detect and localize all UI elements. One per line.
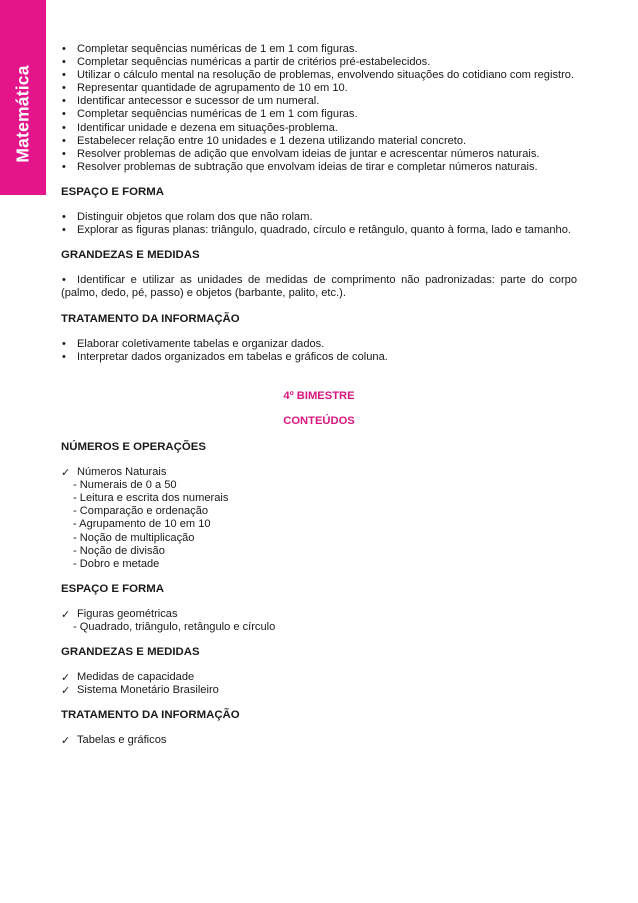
list-item: • Resolver problemas de adição que envolvam ideias de juntar e acrescentar números naturais.: [61, 148, 577, 161]
checklist-item: ✓ Números Naturais: [61, 466, 577, 479]
list-item: - Agrupamento de 10 em 10: [73, 518, 211, 531]
list-item: • Elaborar coletivamente tabelas e organizar dados.: [61, 338, 577, 351]
list-item: • Resolver problemas de subtração que envolvam ideias de tirar e completar números naturais.: [61, 161, 577, 174]
list-item: - Dobro e metade: [73, 557, 160, 570]
list-item: • Identificar e utilizar as unidades de medidas de comprimento não padronizadas: parte do corpo (palmo, dedo, pé, passo) e objetos (barbante, palito, etc.).: [61, 274, 577, 300]
subject-label: Matemática: [12, 65, 33, 163]
section-heading-espaco-forma-2: ESPAÇO E FORMA: [61, 582, 164, 595]
section-heading-tratamento: TRATAMENTO DA INFORMAÇÃO: [61, 312, 240, 325]
list-item: • Representar quantidade de agrupamento de 10 em 10.: [61, 82, 577, 95]
list-item: • Identificar antecessor e sucessor de um numeral.: [61, 95, 577, 108]
checklist-item: ✓ Sistema Monetário Brasileiro: [61, 684, 577, 697]
checklist-item: ✓ Tabelas e gráficos: [61, 734, 577, 747]
section-heading-espaco-forma: ESPAÇO E FORMA: [61, 185, 164, 198]
list-item: • Completar sequências numéricas de 1 em 1 com figuras.: [61, 108, 577, 121]
section-heading-grandezas: GRANDEZAS E MEDIDAS: [61, 249, 200, 262]
list-item: • Interpretar dados organizados em tabelas e gráficos de coluna.: [61, 351, 577, 364]
list-item: - Noção de divisão: [73, 544, 165, 557]
list-item: - Numerais de 0 a 50: [73, 479, 177, 492]
section-heading-grandezas-2: GRANDEZAS E MEDIDAS: [61, 646, 200, 659]
conteudos-title: CONTEÚDOS: [283, 414, 355, 427]
list-item: • Completar sequências numéricas a partir de critérios pré-estabelecidos.: [61, 56, 577, 69]
checklist-item: ✓ Medidas de capacidade: [61, 671, 577, 684]
list-item: • Explorar as figuras planas: triângulo, quadrado, círculo e retângulo, quanto à forma, lado e tamanho.: [61, 224, 577, 237]
list-item: - Comparação e ordenação: [73, 505, 209, 518]
subject-side-tab: [0, 0, 46, 195]
list-item: • Distinguir objetos que rolam dos que não rolam.: [61, 211, 577, 224]
bimestre-title: 4º BIMESTRE: [283, 389, 355, 402]
section-heading-tratamento-2: TRATAMENTO DA INFORMAÇÃO: [61, 709, 240, 722]
list-item: • Identificar unidade e dezena em situações-problema.: [61, 122, 577, 135]
checklist-item: ✓ Figuras geométricas: [61, 608, 577, 621]
list-item: - Quadrado, triângulo, retângulo e círculo: [73, 621, 276, 633]
list-item: - Noção de multiplicação: [73, 531, 195, 544]
intro-bullet-list: [61, 43, 577, 174]
page-content: [61, 43, 577, 748]
list-item: • Estabelecer relação entre 10 unidades e 1 dezena utilizando material concreto.: [61, 135, 577, 148]
list-item: • Completar sequências numéricas de 1 em 1 com figuras.: [61, 43, 577, 56]
section-heading-numeros: NÚMEROS E OPERAÇÕES: [61, 440, 206, 453]
list-item: • Utilizar o cálculo mental na resolução de problemas, envolvendo situações do cotidiano com registro.: [61, 69, 577, 82]
list-item: - Leitura e escrita dos numerais: [73, 492, 229, 505]
